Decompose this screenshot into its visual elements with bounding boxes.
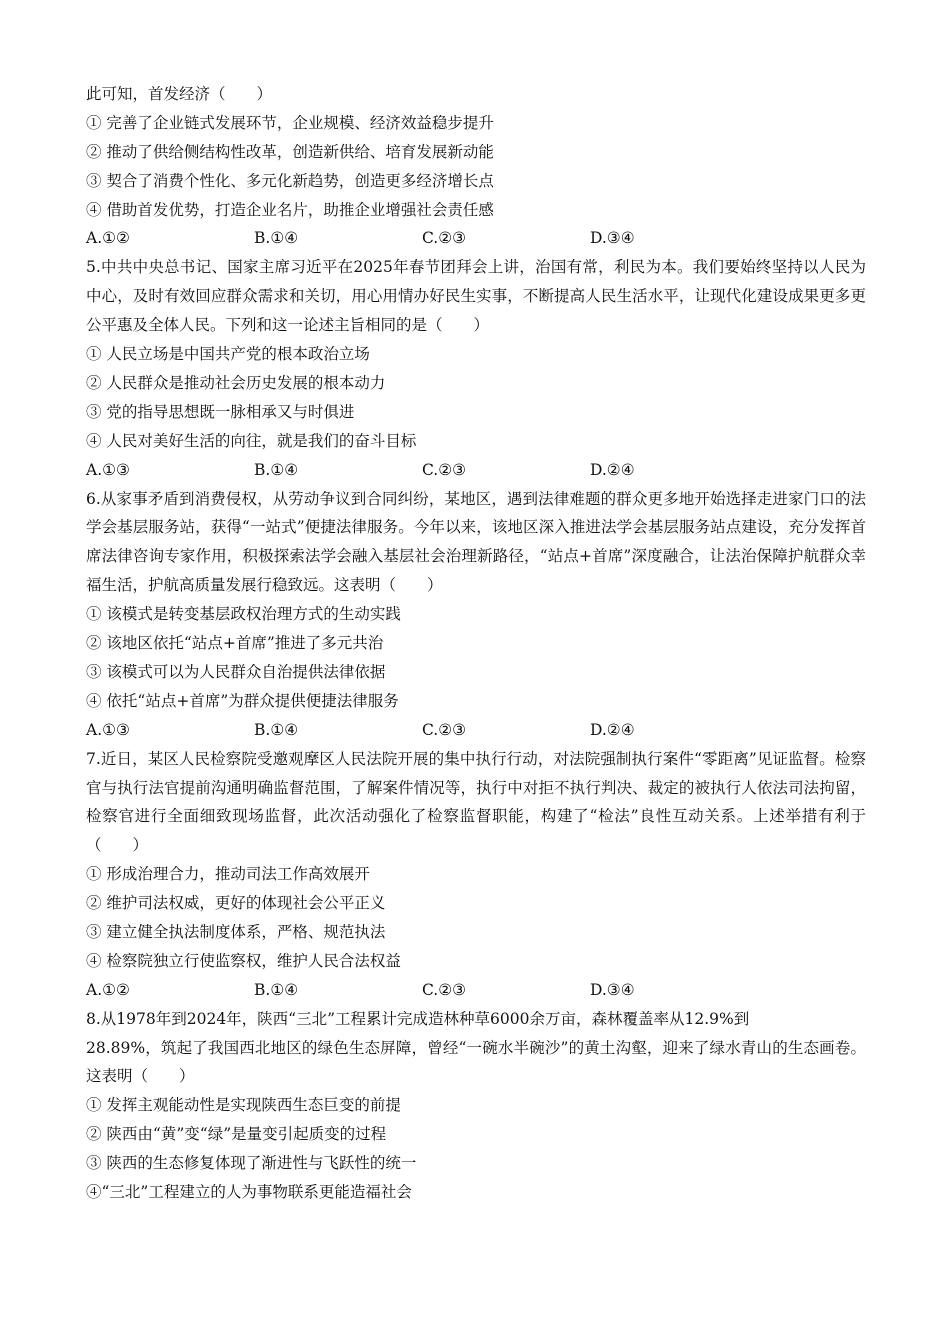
exam-page (86, 80, 866, 1207)
question-8 (86, 1005, 866, 1207)
q5-stem: 5.中共中央总书记、国家主席习近平在2025年春节团拜会上讲，治国有常，利民为本。我们要始终坚持以人民为中心，及时有效回应群众需求和关切，用心用情办好民生实事，不断提高人民生活水平，让现代化建设成果更多更公平惠及全体人民。下列和这一论述主旨相同的是（ ） (86, 258, 866, 335)
q6-option-d: D.②④ (590, 720, 635, 739)
q7-option-c: C.②③ (422, 980, 467, 999)
q8-stem-line-1: 8.从1978年到2024年，陕西“三北”工程累计完成造林种草6000余万亩，森林覆盖率从12.9%到 (86, 1009, 750, 1028)
q6-options (86, 716, 866, 745)
q6-option-c: C.②③ (422, 720, 467, 739)
q4-item-3: ③ 契合了消费个性化、多元化新趋势，创造更多经济增长点 (86, 171, 494, 190)
q8-item-4: ④“三北”工程建立的人为事物联系更能造福社会 (86, 1183, 412, 1202)
q6-option-b: B.①④ (254, 720, 299, 739)
q7-option-b: B.①④ (254, 980, 299, 999)
question-7 (86, 745, 866, 1005)
q6-item-2: ② 该地区依托“站点+首席”推进了多元共治 (86, 634, 384, 653)
q7-stem: 7.近日，某区人民检察院受邀观摩区人民法院开展的集中执行行动，对法院强制执行案件“零距离”见证监督。检察官与执行法官提前沟通明确监督范围，了解案件情况等，执行中对拒不执行判决、裁定的被执行人依法司法拘留，检察官进行全面细致现场监督，此次活动强化了检察监督职能，构建了“检法”良性互动关系。上述举措有利于（ ） (86, 749, 866, 855)
q8-item-2: ② 陕西由“黄”变“绿”是量变引起质变的过程 (86, 1125, 387, 1144)
q7-item-1: ① 形成治理合力，推动司法工作高效展开 (86, 865, 370, 884)
q5-item-3: ③ 党的指导思想既一脉相承又与时俱进 (86, 402, 355, 421)
q5-option-b: B.①④ (254, 460, 299, 479)
intro-line: 此可知，首发经济（ ） (86, 85, 273, 103)
q8-stem-rest: 28.89%，筑起了我国西北地区的绿色生态屏障，曾经“一碗水半碗沙”的黄土沟壑，迎来了绿水青山的生态画卷。这表明（ ） (86, 1038, 866, 1086)
q4-options (86, 224, 866, 253)
q4-option-b: B.①④ (254, 229, 299, 248)
q7-options (86, 976, 866, 1005)
q4-item-2: ② 推动了供给侧结构性改革，创造新供给、培育发展新动能 (86, 142, 494, 161)
q5-options (86, 456, 866, 485)
q7-item-4: ④ 检察院独立行使监察权，维护人民合法权益 (86, 951, 401, 970)
q8-item-3: ③ 陕西的生态修复体现了渐进性与飞跃性的统一 (86, 1154, 417, 1173)
q5-option-c: C.②③ (422, 460, 467, 479)
q4-option-c: C.②③ (422, 229, 467, 248)
q6-option-a: A.①③ (86, 720, 130, 739)
q5-option-a: A.①③ (86, 460, 130, 479)
q5-item-4: ④ 人民对美好生活的向往，就是我们的奋斗目标 (86, 431, 417, 450)
question-4-items (86, 109, 866, 253)
q6-item-1: ① 该模式是转变基层政权治理方式的生动实践 (86, 605, 401, 624)
q4-item-4: ④ 借助首发优势，打造企业名片，助推企业增强社会责任感 (86, 200, 494, 219)
question-5 (86, 253, 866, 484)
q4-option-d: D.③④ (590, 229, 635, 248)
q6-item-4: ④ 依托“站点+首席”为群众提供便捷法律服务 (86, 691, 399, 710)
q5-item-1: ① 人民立场是中国共产党的根本政治立场 (86, 345, 370, 364)
q7-option-d: D.③④ (590, 980, 635, 999)
q7-item-2: ② 维护司法权威，更好的体现社会公平正义 (86, 894, 386, 913)
q8-item-1: ① 发挥主观能动性是实现陕西生态巨变的前提 (86, 1096, 401, 1115)
q5-option-d: D.②④ (590, 460, 635, 479)
question-6 (86, 485, 866, 745)
q5-item-2: ② 人民群众是推动社会历史发展的根本动力 (86, 373, 386, 392)
q6-stem: 6.从家事矛盾到消费侵权，从劳动争议到合同纠纷，某地区，遇到法律难题的群众更多地开始选择走进家门口的法学会基层服务站，获得“一站式”便捷法律服务。今年以来，该地区深入推进法学会基层服务站点建设，充分发挥首席法律咨询专家作用，积极探索法学会融入基层社会治理新路径，“站点+首席”深度融合，让法治保障护航群众幸福生活，护航高质量发展行稳致远。这表明（ ） (86, 489, 866, 595)
q4-item-1: ① 完善了企业链式发展环节，企业规模、经济效益稳步提升 (86, 113, 494, 132)
q7-option-a: A.①② (86, 980, 130, 999)
q4-option-a: A.①② (86, 229, 130, 248)
q7-item-3: ③ 建立健全执法制度体系，严格、规范执法 (86, 923, 386, 941)
q6-item-3: ③ 该模式可以为人民群众自治提供法律依据 (86, 662, 386, 681)
